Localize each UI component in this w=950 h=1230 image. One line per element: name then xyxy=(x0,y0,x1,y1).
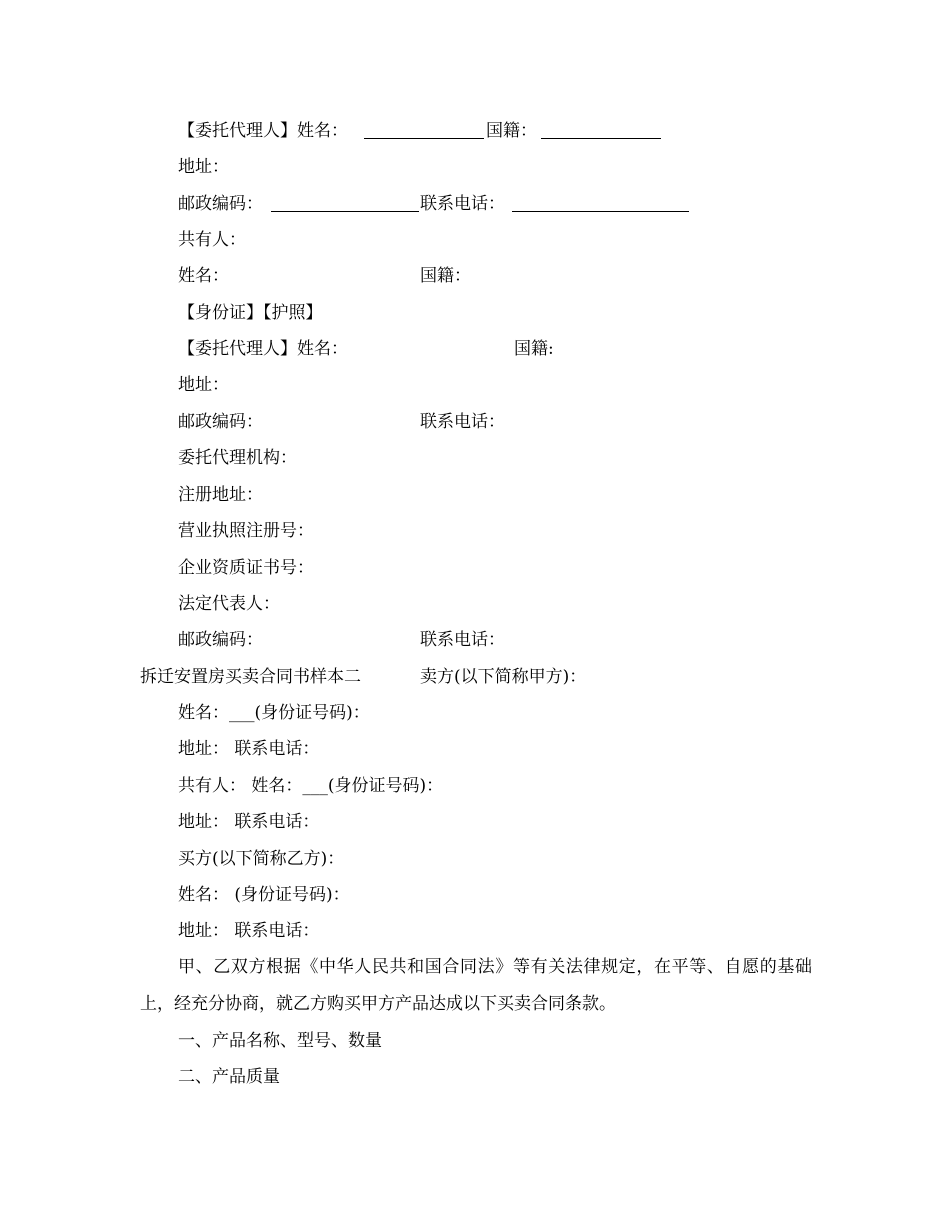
agent-nationality-label-2: 国籍: xyxy=(514,339,554,359)
seller-name-row xyxy=(178,702,370,724)
name-label: 姓名： xyxy=(178,266,229,286)
section-two-heading xyxy=(178,1066,280,1088)
section-one-heading xyxy=(178,1030,382,1052)
buyer-name-label: 姓名： (身份证号码)： xyxy=(178,885,350,905)
address-label: 地址： xyxy=(178,157,229,177)
qualification-label: 企业资质证书号： xyxy=(178,558,314,578)
registered-address-label: 注册地址： xyxy=(178,485,263,505)
seller-co-owner-label: 共有人： 姓名：___(身份证号码)： xyxy=(178,776,444,796)
seller-address-row xyxy=(178,738,319,760)
phone-label-2: 联系电话： xyxy=(420,412,505,432)
buyer-label: 买方(以下简称乙方)： xyxy=(178,849,345,869)
agent-nationality-label: 国籍： xyxy=(486,121,537,141)
phone-label: 联系电话： xyxy=(420,194,505,214)
phone-blank xyxy=(512,195,689,212)
postal-code-blank xyxy=(271,195,419,212)
id-passport-label: 【身份证】【护照】 xyxy=(178,303,323,323)
agent-nationality-blank xyxy=(541,122,661,139)
buyer-address-label: 地址： 联系电话： xyxy=(178,921,320,941)
legal-rep-label: 法定代表人： xyxy=(178,594,280,614)
section-one-label: 一、产品名称、型号、数量 xyxy=(178,1031,382,1051)
agent-name-label: 【委托代理人】姓名： xyxy=(178,121,348,141)
agent-name-label-2: 【委托代理人】姓名： xyxy=(178,339,348,359)
seller-name-label: 姓名：___(身份证号码)： xyxy=(178,703,370,723)
agreement-paragraph: 甲、乙双方根据《中华人民共和国合同法》等有关法律规定，在平等、自愿的基础上，经充分协商，就乙方购买甲方产品达成以下买卖合同条款。 xyxy=(140,957,812,1014)
agency-row xyxy=(178,447,297,469)
postal-code-label: 邮政编码： xyxy=(178,194,263,214)
seller-label: 卖方(以下简称甲方)： xyxy=(420,667,587,687)
phone-label-3: 联系电话： xyxy=(420,630,505,650)
address-label-2: 地址： xyxy=(178,375,229,395)
business-license-row xyxy=(178,520,314,542)
seller-co-owner-address-row xyxy=(178,811,319,833)
agency-label: 委托代理机构： xyxy=(178,448,297,468)
nationality-label: 国籍： xyxy=(420,266,471,286)
seller-co-owner-row xyxy=(178,775,443,797)
buyer-row xyxy=(178,848,344,870)
section-two-label: 二、产品质量 xyxy=(178,1067,280,1087)
buyer-name-row xyxy=(178,884,350,906)
address-row-2 xyxy=(178,374,229,396)
id-passport-row xyxy=(178,302,323,324)
postal-code-label-3: 邮政编码： xyxy=(178,630,263,650)
business-license-label: 营业执照注册号： xyxy=(178,521,314,541)
contract-title: 拆迁安置房买卖合同书样本二 xyxy=(140,667,361,687)
address-row xyxy=(178,156,229,178)
agent-name-blank xyxy=(364,122,484,139)
buyer-address-row xyxy=(178,920,319,942)
registered-address-row xyxy=(178,484,263,506)
co-owner-row xyxy=(178,229,246,251)
co-owner-label: 共有人： xyxy=(178,230,246,250)
legal-rep-row xyxy=(178,593,280,615)
postal-code-label-2: 邮政编码： xyxy=(178,412,263,432)
qualification-row xyxy=(178,557,314,579)
seller-address-label: 地址： 联系电话： xyxy=(178,739,320,759)
seller-co-owner-address-label: 地址： 联系电话： xyxy=(178,812,320,832)
